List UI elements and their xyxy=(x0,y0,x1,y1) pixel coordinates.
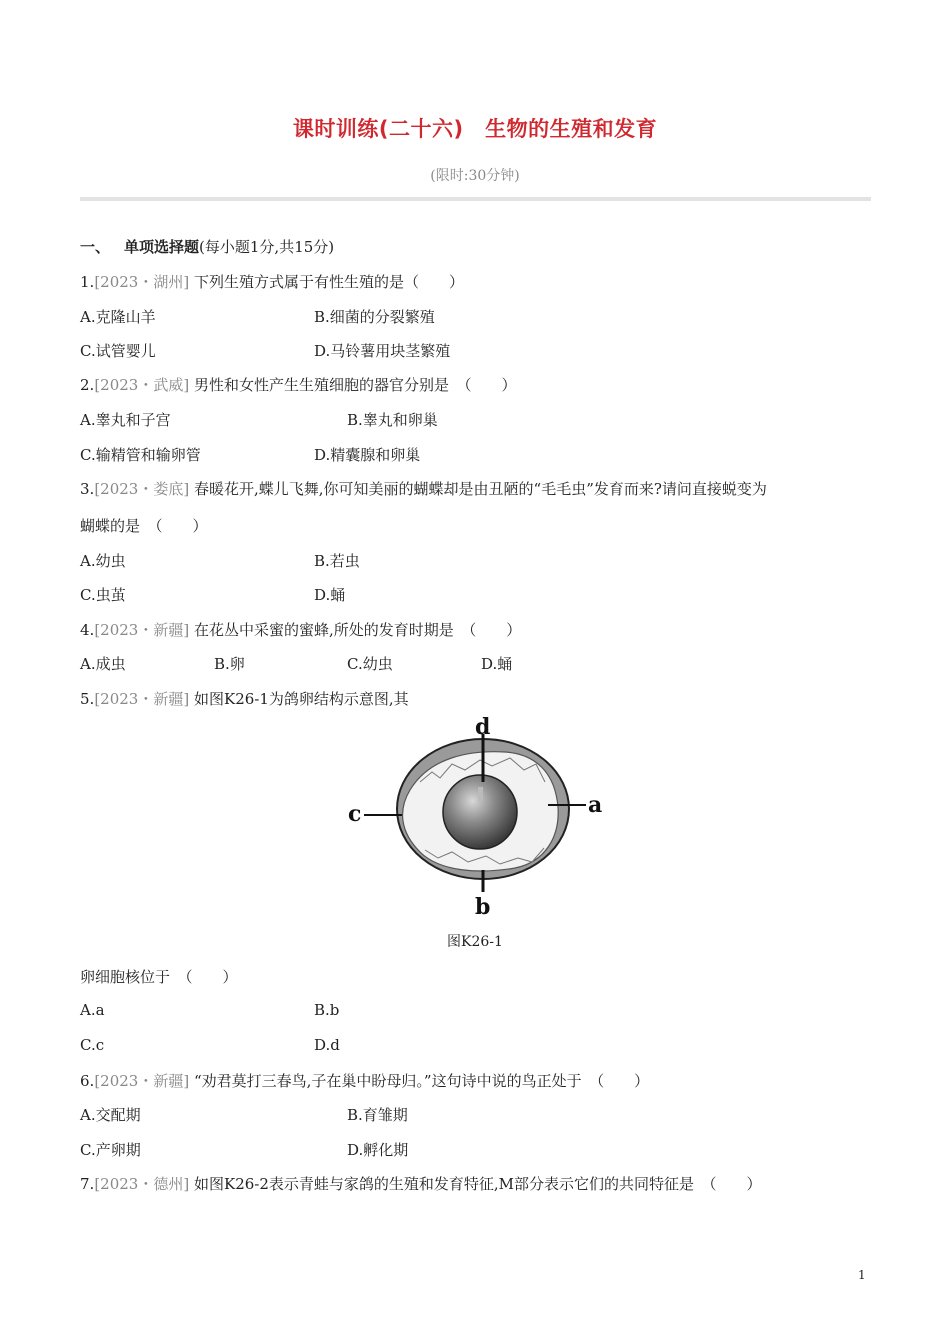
option: B.睾丸和卵巢 xyxy=(347,411,438,429)
question-text: 如图K26-2表示青蛙与家鸽的生殖和发育特征,M部分表示它们的共同特征是 （ ） xyxy=(193,1175,762,1193)
option: C.输精管和输卵管 xyxy=(80,446,201,464)
option: C.试管婴儿 xyxy=(80,342,156,360)
option: C.幼虫 xyxy=(347,655,393,673)
option: C.c xyxy=(80,1036,105,1054)
question-source: [2023・娄底] xyxy=(94,480,190,498)
label-a: a xyxy=(588,792,603,818)
option: D.孵化期 xyxy=(347,1141,409,1159)
figure-caption: 图K26-1 xyxy=(447,934,503,950)
question-source: [2023・湖州] xyxy=(94,273,190,291)
question-text: 春暖花开,蝶儿飞舞,你可知美丽的蝴蝶却是由丑陋的“毛毛虫”发育而来?请问直接蜕变为 xyxy=(193,480,767,498)
question-number: 7. xyxy=(80,1175,95,1193)
question-text: 如图K26-1为鸽卵结构示意图,其 xyxy=(193,690,409,708)
question-1 xyxy=(80,271,464,292)
germinal-disc xyxy=(478,787,483,801)
question-text: “劝君莫打三春鸟,子在巢中盼母归。”这句诗中说的鸟正处于 （ ） xyxy=(193,1072,650,1090)
option: B.若虫 xyxy=(314,552,360,570)
option: D.马铃薯用块茎繁殖 xyxy=(314,342,451,360)
option: A.a xyxy=(80,1001,105,1019)
option: B.b xyxy=(314,1001,340,1019)
question-6 xyxy=(80,1070,649,1091)
question-source: [2023・德州] xyxy=(94,1175,190,1193)
label-d: d xyxy=(475,714,491,740)
option: A.交配期 xyxy=(80,1106,141,1124)
question-source: [2023・新疆] xyxy=(94,690,190,708)
question-text: 下列生殖方式属于有性生殖的是（ ） xyxy=(193,273,464,291)
section-heading xyxy=(80,236,334,257)
option: A.克隆山羊 xyxy=(80,308,156,326)
option: B.细菌的分裂繁殖 xyxy=(314,308,435,326)
question-text: 在花丛中采蜜的蜜蜂,所处的发育时期是 （ ） xyxy=(193,621,522,639)
option: D.蛹 xyxy=(481,655,513,673)
question-text-continued: 蝴蝶的是 （ ） xyxy=(80,517,208,535)
question-7 xyxy=(80,1173,762,1194)
pigeon-egg-figure xyxy=(340,712,610,917)
question-number: 4. xyxy=(80,621,95,639)
option: D.精囊腺和卵巢 xyxy=(314,446,421,464)
question-text: 男性和女性产生生殖细胞的器官分别是 （ ） xyxy=(193,376,517,394)
header-divider xyxy=(80,197,871,201)
page-title: 课时训练(二十六) 生物的生殖和发育 xyxy=(292,117,658,141)
egg-diagram xyxy=(340,712,610,917)
time-limit: (限时:30分钟) xyxy=(430,168,520,184)
page-number: 1 xyxy=(858,1268,866,1282)
question-source: [2023・新疆] xyxy=(94,621,190,639)
option: B.育雏期 xyxy=(347,1106,408,1124)
egg-yolk xyxy=(443,775,517,849)
section-number: 一、 xyxy=(80,238,111,256)
option: C.产卵期 xyxy=(80,1141,141,1159)
question-number: 3. xyxy=(80,480,95,498)
question-5 xyxy=(80,688,409,709)
question-number: 6. xyxy=(80,1072,95,1090)
question-source: [2023・武威] xyxy=(94,376,190,394)
section-title: 单项选择题 xyxy=(124,238,200,256)
section-note: (每小题1分,共15分) xyxy=(199,238,335,256)
label-b: b xyxy=(475,894,491,917)
option: D.蛹 xyxy=(314,586,346,604)
question-source: [2023・新疆] xyxy=(94,1072,190,1090)
label-c: c xyxy=(348,801,362,827)
question-number: 5. xyxy=(80,690,95,708)
option: C.虫茧 xyxy=(80,586,126,604)
option: D.d xyxy=(314,1036,340,1054)
option: A.睾丸和子宫 xyxy=(80,411,171,429)
option: B.卵 xyxy=(214,655,245,673)
question-number: 1. xyxy=(80,273,95,291)
option: A.幼虫 xyxy=(80,552,126,570)
question-4 xyxy=(80,619,521,640)
question-number: 2. xyxy=(80,376,95,394)
question-3 xyxy=(80,478,767,499)
option: A.成虫 xyxy=(80,655,126,673)
question-text-continued: 卵细胞核位于 （ ） xyxy=(80,968,238,986)
question-2 xyxy=(80,374,517,395)
